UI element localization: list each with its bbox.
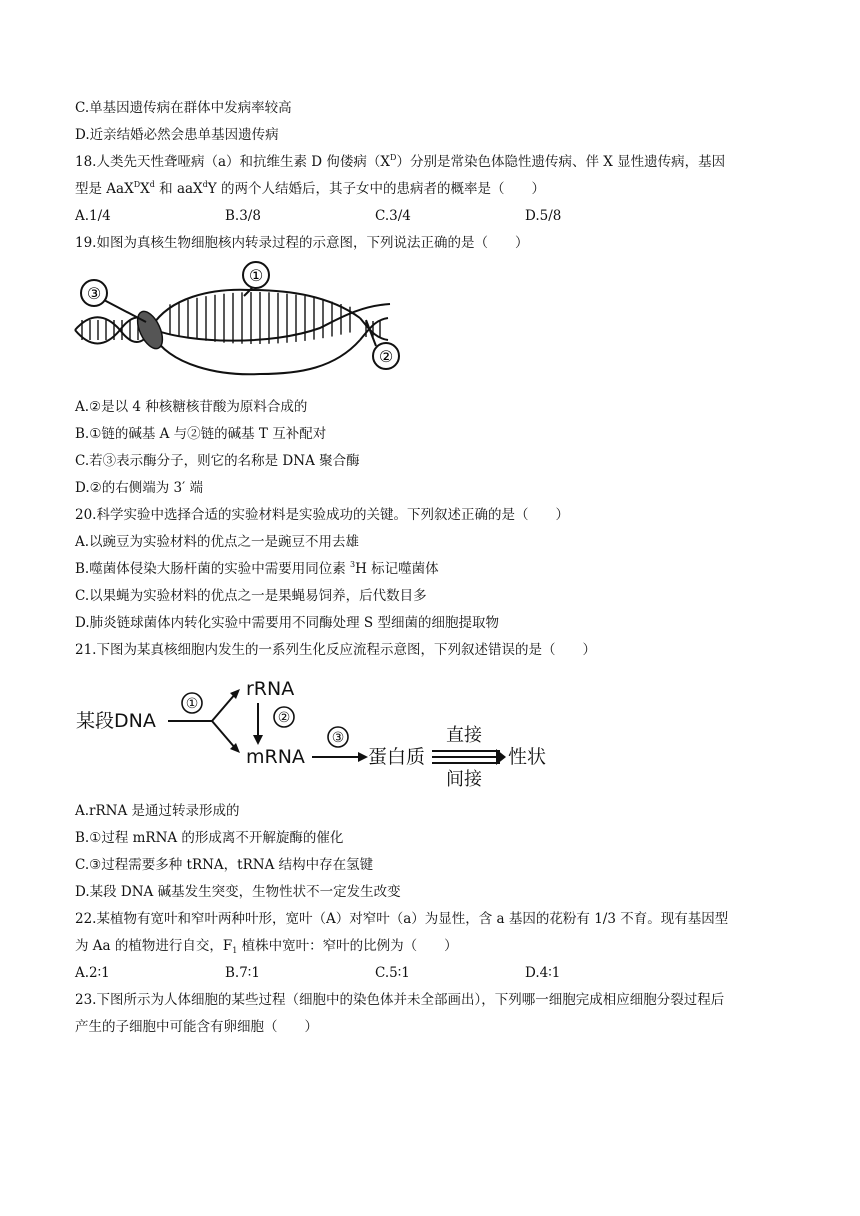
q18-option-d: D.5/8: [525, 208, 562, 224]
q20-option-c: C.以果蝇为实验材料的优点之一是果蝇易饲养，后代数目多: [75, 588, 427, 604]
label-1: ①: [248, 266, 264, 285]
q21-option-c: C.③过程需要多种 tRNA，tRNA 结构中存在氢键: [75, 857, 374, 873]
indirect-label: 间接: [446, 769, 482, 790]
q20-stem: 20.科学实验中选择合适的实验材料是实验成功的关键。下列叙述正确的是（ ）: [75, 507, 569, 523]
q22-options: [75, 963, 775, 983]
q21-option-d: D.某段 DNA 碱基发生突变，生物性状不一定发生改变: [75, 884, 401, 900]
q19-option-d: D.②的右侧端为 3′ 端: [75, 480, 203, 496]
q22-option-c: C.5∶1: [375, 965, 410, 981]
q20-option-d: D.肺炎链球菌体内转化实验中需要用不同酶处理 S 型细菌的细胞提取物: [75, 615, 499, 631]
trait-label: 性状: [508, 746, 547, 768]
q19-stem: 19.如图为真核生物细胞核内转录过程的示意图，下列说法正确的是（ ）: [75, 235, 529, 251]
q18-option-a: A.1/4: [75, 208, 111, 224]
direct-label: 直接: [446, 725, 482, 746]
step-2-label: ②: [277, 710, 291, 726]
q18-option-c: C.3/4: [375, 208, 411, 224]
q22-option-a: A.2∶1: [75, 965, 110, 981]
q23-stem-line2: 产生的子细胞中可能含有卵细胞（ ）: [75, 1019, 318, 1035]
q19-option-b: B.①链的碱基 A 与②链的碱基 T 互补配对: [75, 426, 327, 442]
q22-stem-line2: 为 Aa 的植物进行自交，$F_1$ 植株中宽叶：窄叶的比例为（ ）: [75, 938, 458, 955]
q22-option-d: D.4∶1: [525, 965, 561, 981]
q18-options: [75, 206, 775, 226]
dna-label: 某段DNA: [76, 710, 156, 732]
mrna-label: mRNA: [246, 746, 305, 768]
q22-option-b: B.7∶1: [225, 965, 260, 981]
q21-option-a: A.rRNA 是通过转录形成的: [75, 803, 240, 819]
step-3-label: ③: [331, 730, 345, 746]
q21-stem: 21.下图为某真核细胞内发生的一系列生化反应流程示意图，下列叙述错误的是（ ）: [75, 642, 596, 658]
q18-stem-line1: 18.人类先天性聋哑病（a）和抗维生素 D 佝偻病$(X^D)$分别是常染色体隐性遗传病、伴 X 显性遗传病，基因: [75, 153, 726, 170]
q22-stem-line1: 22.某植物有宽叶和窄叶两种叶形，宽叶（A）对窄叶（a）为显性，含 a 基因的花粉有 1/3 不育。现有基因型: [75, 911, 729, 927]
q23-stem-line1: 23.下图所示为人体细胞的某些过程（细胞中的染色体并未全部画出），下列哪一细胞完成相应细胞分裂过程后: [75, 992, 725, 1008]
q20-option-b: B.噬菌体侵染大肠杆菌的实验中需要用同位素 $^3$H 标记噬菌体: [75, 560, 439, 577]
q17-option-c: C.单基因遗传病在群体中发病率较高: [75, 100, 292, 116]
q19-option-a: A.②是以 4 种核糖核苷酸为原料合成的: [75, 399, 308, 415]
transcription-diagram: [70, 258, 410, 388]
label-2: ②: [378, 347, 394, 366]
step-1-label: ①: [185, 696, 199, 712]
q21-option-b: B.①过程 mRNA 的形成离不开解旋酶的催化: [75, 830, 344, 846]
q18-stem-line2: 型是 $AaX^DX^d$ 和 aaX$^d$Y 的两个人结婚后，其子女中的患病者的概率是（ ）: [75, 180, 545, 197]
rrna-label: rRNA: [246, 678, 295, 700]
q17-option-d: D.近亲结婚必然会患单基因遗传病: [75, 127, 279, 143]
gene-expression-flowchart: [72, 665, 572, 795]
protein-label: 蛋白质: [368, 746, 426, 768]
q18-option-b: B.3/8: [225, 208, 261, 224]
label-3: ③: [86, 284, 102, 303]
q20-option-a: A.以豌豆为实验材料的优点之一是豌豆不用去雄: [75, 534, 360, 550]
q19-option-c: C.若③表示酶分子，则它的名称是 DNA 聚合酶: [75, 453, 360, 469]
